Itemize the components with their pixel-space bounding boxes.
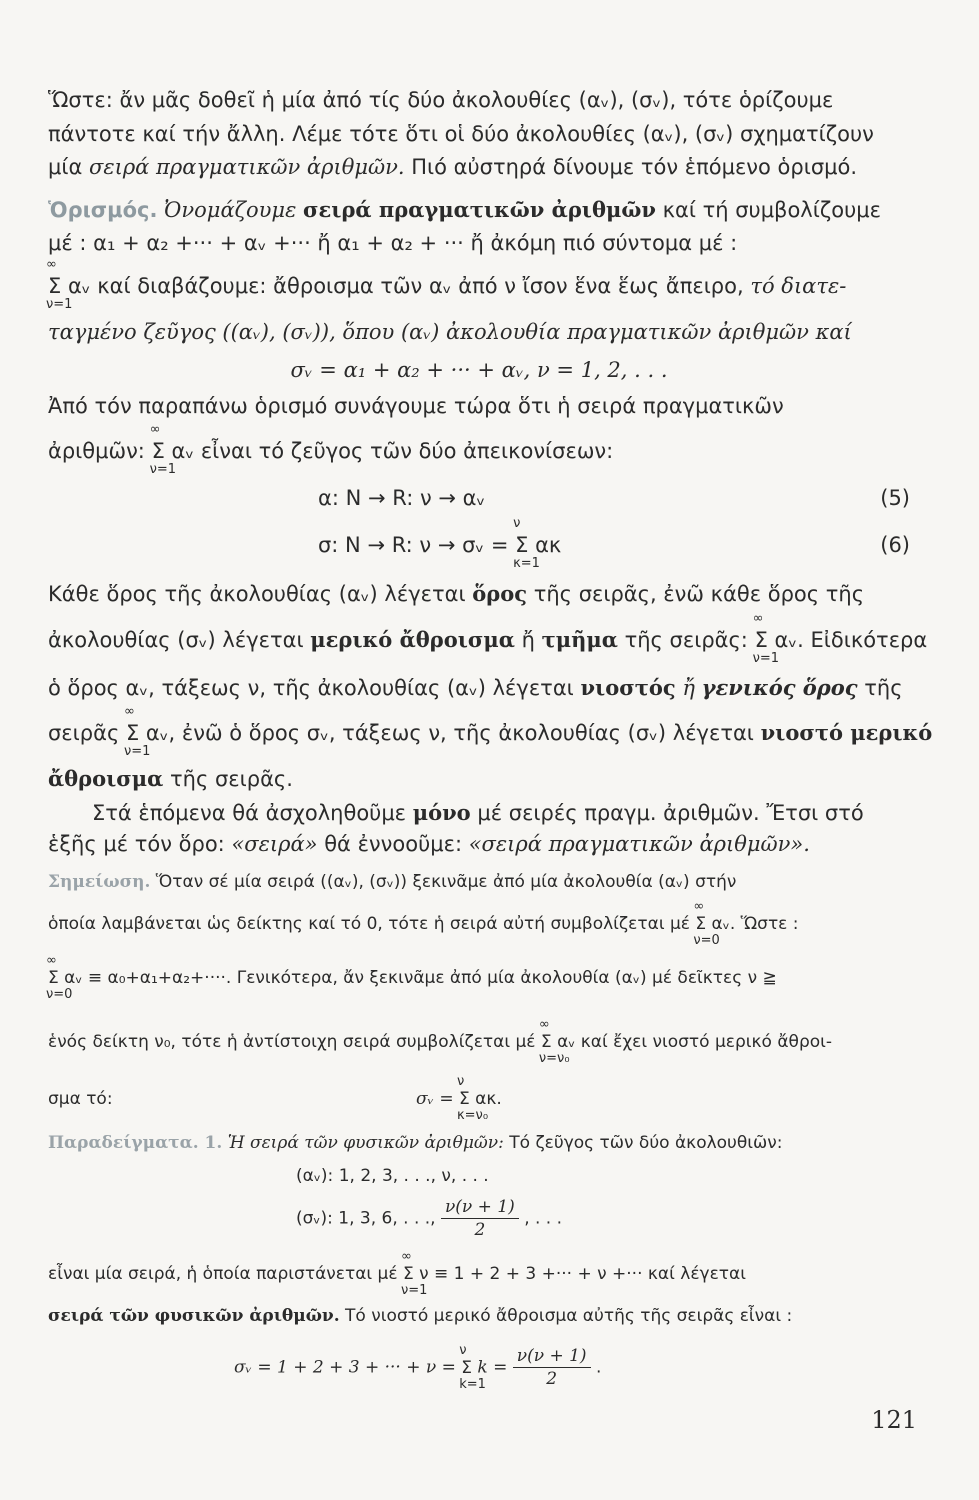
text-line: Ἀπό τόν παραπάνω ὁρισμό συνάγουμε τώρα ὅτι ἡ σειρά πραγματικῶν xyxy=(48,394,784,418)
sigma-glyph: Σ xyxy=(461,1357,472,1378)
italic-term: «σειρά πραγματικῶν ἀριθμῶν». xyxy=(468,832,810,856)
sum-upper-limit: ∞ xyxy=(752,611,764,626)
text-span: εἶναι μία σειρά, ἡ ὁποία παριστάνεται μέ xyxy=(48,1264,398,1284)
italic-text: τό διατε- xyxy=(750,274,847,298)
bold-term: γενικός ὅρος xyxy=(701,675,858,700)
equation-5 xyxy=(48,484,910,512)
text-span: αᵥ καί ἔχει νιοστό μερικό ἄθροι- xyxy=(557,1032,833,1052)
formula-text: σᵥ = 1 + 2 + 3 + ··· + ν = xyxy=(234,1357,456,1378)
equation-number: (5) xyxy=(880,486,910,510)
sigma-glyph: Σ xyxy=(515,533,529,557)
text-line xyxy=(48,153,910,181)
text-span: ὁποία λαμβάνεται ὡς δείκτης καί τό 0, τότε ἡ σειρά αὐτή συμβολίζεται μέ xyxy=(48,914,690,934)
text-span: σμα τό: xyxy=(48,1089,113,1109)
text-span: ἑξῆς μέ τόν ὅρο: xyxy=(48,832,225,856)
sequence-line xyxy=(48,1196,910,1241)
note-heading: Σημείωση. xyxy=(48,872,151,892)
note-line xyxy=(48,1017,910,1066)
equation-text: α: N → R: ν → αᵥ xyxy=(318,486,486,510)
formula-text: σᵥ = xyxy=(416,1089,454,1109)
text-line xyxy=(48,799,910,827)
sum-lower-limit: ν=1 xyxy=(149,462,177,477)
text-span: Κάθε ὅρος τῆς ἀκολουθίας (αᵥ) λέγεται xyxy=(48,582,466,606)
fraction xyxy=(513,1345,591,1390)
sigma-glyph: Σ xyxy=(695,914,707,934)
italic-text: Ὀνομάζουμε xyxy=(164,198,297,222)
sum-lower-limit: ν=0 xyxy=(46,987,73,1002)
sequence-line: (αᵥ): 1, 2, 3, . . ., ν, . . . xyxy=(296,1166,489,1186)
text-line xyxy=(48,674,910,702)
sum-lower-limit: ν=0 xyxy=(693,933,720,948)
bold-term: μερικό ἄθροισμα xyxy=(310,627,515,652)
text-line xyxy=(48,1304,910,1328)
text-span: μέ σειρές πραγμ. ἀριθμῶν. Ἔτσι στό xyxy=(477,801,864,825)
sum-lower-limit: κ=1 xyxy=(513,556,540,571)
text-line xyxy=(48,765,910,793)
text-line xyxy=(48,580,910,608)
formula-text: k = xyxy=(477,1357,508,1378)
note-line xyxy=(48,1074,910,1123)
text-line xyxy=(48,422,910,477)
bold-term: νιοστός xyxy=(580,675,676,700)
sum-symbol xyxy=(400,1249,428,1298)
sum-upper-limit: ν xyxy=(513,516,521,531)
text-span: σειρᾶς xyxy=(48,721,120,745)
sum-symbol xyxy=(123,704,151,759)
page-number: 121 xyxy=(871,1406,917,1434)
formula-text: . xyxy=(595,1357,602,1378)
text-line xyxy=(46,257,910,312)
text-line: Ὥστε: ἄν μᾶς δοθεῖ ἡ μία ἀπό τίς δύο ἀκολουθίες (αᵥ), (σᵥ), τότε ὁρίζουμε xyxy=(48,88,834,112)
text-span: τῆς σειρᾶς: xyxy=(624,628,748,652)
sigma-glyph: Σ xyxy=(125,721,140,745)
italic-term: σειρά πραγματικῶν ἀριθμῶν. xyxy=(89,155,405,179)
sum-upper-limit: ∞ xyxy=(46,257,57,272)
text-span: αᵥ καί διαβάζουμε: ἄθροισμα τῶν αᵥ ἀπό ν ἴσον ἕνα ἕως ἄπειρο, xyxy=(67,274,744,298)
sum-upper-limit: ∞ xyxy=(46,953,57,968)
fraction-denominator: 2 xyxy=(546,1369,558,1389)
text-span: ἑνός δείκτη ν₀, τότε ἡ ἀντίστοιχη σειρά συμβολίζεται μέ xyxy=(48,1032,536,1052)
text-span: αᵥ. Εἰδικότερα xyxy=(774,628,928,652)
text-span: Ὅταν σέ μία σειρά ((αᵥ), (σᵥ)) ξεκινᾶμε ἀπό μία ἀκολουθία (αᵥ) στήν xyxy=(155,872,737,892)
text-line xyxy=(48,1249,910,1298)
equation-number: (6) xyxy=(880,533,910,557)
sum-upper-limit: ν xyxy=(457,1074,465,1089)
text-line xyxy=(48,704,933,759)
italic-text: ἤ xyxy=(682,676,695,700)
text-line: πάντοτε καί τήν ἄλλη. Λέμε τότε ὅτι οἱ δύο ἀκολουθίες (αᵥ), (σᵥ) σχηματίζουν xyxy=(48,122,874,146)
text-span: καί τή συμβολίζουμε xyxy=(662,198,881,222)
fraction-numerator: ν(ν + 1) xyxy=(441,1196,519,1219)
text-span: αᵥ. Ὥστε : xyxy=(711,914,799,934)
sum-symbol xyxy=(693,899,720,948)
sigma-glyph: Σ xyxy=(402,1264,414,1284)
text-span: , . . . xyxy=(524,1208,563,1229)
sum-lower-limit: k=1 xyxy=(459,1376,486,1392)
bold-term: σειρά τῶν φυσικῶν ἀριθμῶν. xyxy=(48,1306,340,1326)
sum-symbol xyxy=(459,1342,486,1392)
sum-lower-limit: κ=ν₀ xyxy=(457,1108,489,1123)
example-line xyxy=(48,1131,910,1155)
definition-heading: Ὁρισμός. xyxy=(48,198,158,222)
sigma-glyph: Σ xyxy=(48,274,62,298)
sum-symbol xyxy=(513,516,540,571)
sum-symbol xyxy=(149,422,177,477)
italic-line: ταγμένο ζεῦγος ((αᵥ), (σᵥ)), ὅπου (αᵥ) ἀκολουθία πραγματικῶν ἀριθμῶν καί xyxy=(48,320,852,344)
text-span: Τό ζεῦγος τῶν δύο ἀκολουθιῶν: xyxy=(509,1133,783,1153)
note-formula xyxy=(416,1074,502,1123)
text-span: αᵥ εἶναι τό ζεῦγος τῶν δύο ἀπεικονίσεων: xyxy=(171,439,614,463)
equation-6 xyxy=(48,516,910,571)
note-line xyxy=(48,870,910,894)
sum-symbol xyxy=(46,257,73,312)
sum-lower-limit: ν=1 xyxy=(46,297,73,312)
text-span: τῆς σειρᾶς. xyxy=(170,767,293,791)
sum-upper-limit: ∞ xyxy=(538,1017,550,1032)
formula-line xyxy=(48,1342,910,1392)
text-span: ν ≡ 1 + 2 + 3 +··· + ν +··· καί λέγεται xyxy=(419,1264,746,1284)
sum-upper-limit: ν xyxy=(459,1342,467,1358)
fraction-numerator: ν(ν + 1) xyxy=(513,1345,591,1368)
sum-lower-limit: ν=ν₀ xyxy=(538,1051,570,1066)
text-span: ἀκολουθίας (σᵥ) λέγεται xyxy=(48,628,304,652)
note-line xyxy=(46,953,910,1002)
text-span: τῆς σειρᾶς, ἐνῶ κάθε ὅρος τῆς xyxy=(533,582,865,606)
text-span: ὁ ὅρος αᵥ, τάξεως ν, τῆς ἀκολουθίας (αᵥ) λέγεται xyxy=(48,676,574,700)
sigma-glyph: Σ xyxy=(151,439,165,463)
sum-upper-limit: ∞ xyxy=(149,422,161,437)
sum-upper-limit: ∞ xyxy=(400,1249,412,1264)
italic-term: Ἡ σειρά τῶν φυσικῶν ἀριθμῶν: xyxy=(227,1133,504,1153)
text-line: μέ : α₁ + α₂ +··· + αᵥ +··· ἤ α₁ + α₂ + ··· ἤ ἀκόμη πιό σύντομα μέ : xyxy=(48,231,738,255)
text-span: Πιό αὐστηρά δίνουμε τόν ἑπόμενο ὁρισμό. xyxy=(411,155,858,179)
text-span: (σᵥ): 1, 3, 6, . . ., xyxy=(296,1208,436,1229)
text-line xyxy=(48,611,928,666)
formula-text: ακ. xyxy=(475,1089,502,1109)
example-heading: Παραδείγματα. 1. xyxy=(48,1133,223,1153)
formula-line: σᵥ = α₁ + α₂ + ··· + αᵥ, ν = 1, 2, . . . xyxy=(290,358,668,382)
sigma-glyph: Σ xyxy=(754,628,768,652)
note-line xyxy=(48,899,910,948)
definition-line xyxy=(48,196,910,224)
sum-symbol xyxy=(752,611,780,666)
text-span: ἤ xyxy=(521,628,535,652)
bold-term: νιοστό μερικό xyxy=(760,720,933,745)
text-span: Στά ἑπόμενα θά ἀσχοληθοῦμε xyxy=(92,801,407,825)
fraction xyxy=(441,1196,519,1241)
text-span: αᵥ, ἐνῶ ὁ ὅρος σᵥ, τάξεως ν, τῆς ἀκολουθίας (σᵥ) λέγεται xyxy=(145,721,754,745)
bold-term: μόνο xyxy=(412,800,471,825)
sigma-glyph: Σ xyxy=(459,1089,470,1109)
bold-term: ὅρος xyxy=(472,581,528,606)
sigma-glyph: Σ xyxy=(540,1032,552,1052)
italic-term: «σειρά» xyxy=(231,832,318,856)
equation-text: σ: N → R: ν → σᵥ = xyxy=(318,533,509,557)
text-span: αᵥ ≡ α₀+α₁+α₂+····. Γενικότερα, ἄν ξεκινᾶμε ἀπό μία ἀκολουθία (αᵥ) μέ δεῖκτες ν ≧ xyxy=(64,968,777,988)
text-span: θά ἐννοοῦμε: xyxy=(324,832,463,856)
sum-upper-limit: ∞ xyxy=(693,899,705,914)
sum-upper-limit: ∞ xyxy=(123,704,135,719)
text-span: τῆς xyxy=(864,676,903,700)
sum-symbol xyxy=(46,953,73,1002)
text-span: μία xyxy=(48,155,83,179)
sigma-glyph: Σ xyxy=(48,968,59,988)
fraction-denominator: 2 xyxy=(474,1220,486,1240)
text-line xyxy=(48,830,910,858)
sum-symbol xyxy=(538,1017,570,1066)
text-span: ἀριθμῶν: xyxy=(48,439,145,463)
sum-lower-limit: ν=1 xyxy=(400,1283,428,1298)
equation-text: ακ xyxy=(535,533,562,557)
bold-term: ἄθροισμα xyxy=(48,766,164,791)
sum-lower-limit: ν=1 xyxy=(752,651,780,666)
bold-term: τμῆμα xyxy=(541,627,618,652)
text-span: Τό νιοστό μερικό ἄθροισμα αὐτῆς τῆς σειρᾶς εἶναι : xyxy=(345,1306,793,1326)
sum-lower-limit: ν=1 xyxy=(123,744,151,759)
bold-term: σειρά πραγματικῶν ἀριθμῶν xyxy=(303,197,656,222)
